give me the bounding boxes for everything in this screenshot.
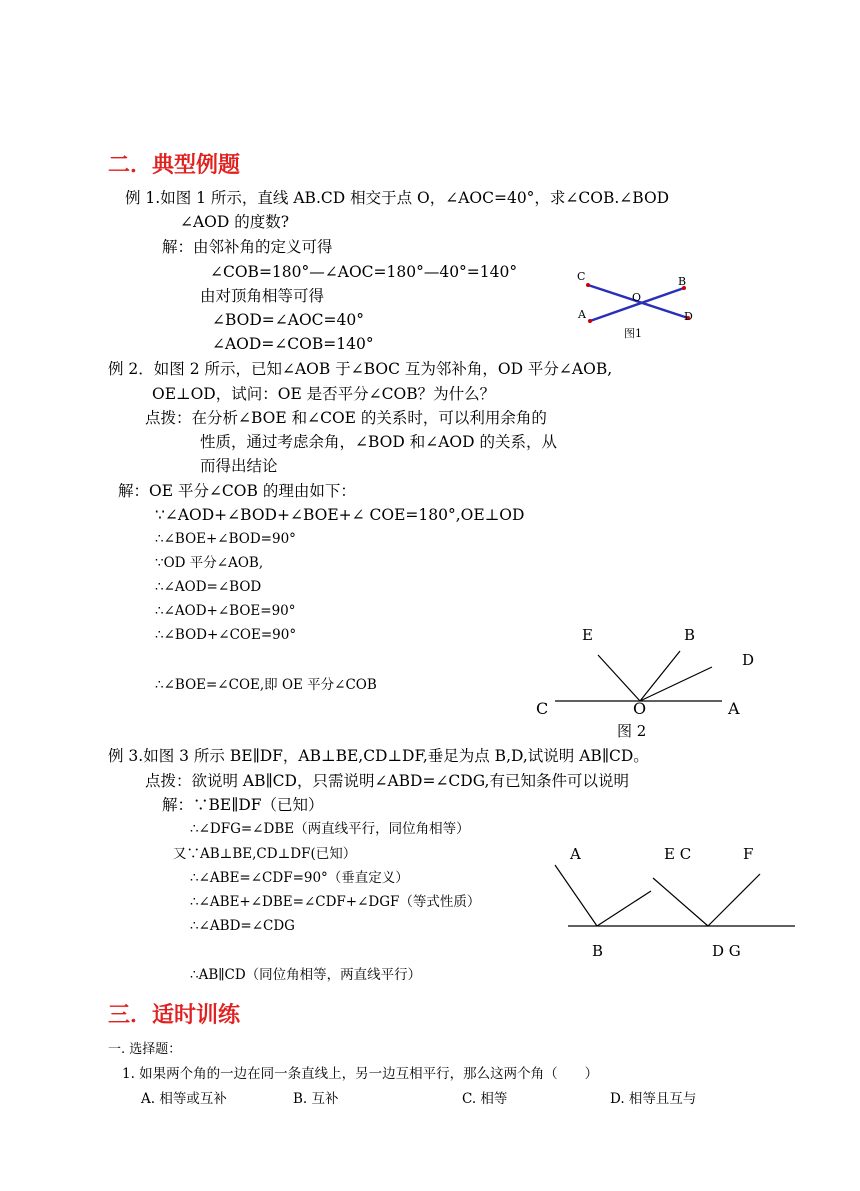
label-o: O xyxy=(633,699,647,718)
label-ec: E C xyxy=(664,845,692,863)
section-heading-3: 三．适时训练 xyxy=(108,1003,241,1028)
example2-hint-line2: 性质，通过考虑余角，∠BOD 和∠AOD 的关系，从 xyxy=(200,433,557,451)
label-e: E xyxy=(582,626,593,644)
example3-step4: ∴∠ABE=∠CDF=90°（垂直定义） xyxy=(190,870,409,886)
option-d[interactable]: D. 相等且互与 xyxy=(610,1091,697,1107)
example1-solution-line4: ∠BOD=∠AOC=40° xyxy=(212,311,364,329)
example3-step5: ∴∠ABE+∠DBE=∠CDF+∠DGF（等式性质） xyxy=(190,894,481,910)
label-c: C xyxy=(536,699,549,718)
figure-1-diagram xyxy=(570,268,720,348)
example3-hint: 点拨：欲说明 AB∥CD，只需说明∠ABD=∠CDG,有已知条件可以说明 xyxy=(145,772,629,790)
ray-ob xyxy=(640,651,680,701)
example1-question-line1: 例 1.如图 1 所示，直线 AB.CD 相交于点 O，∠AOC=40°，求∠COB.∠BOD xyxy=(125,189,670,207)
label-b: B xyxy=(678,275,687,288)
label-o: O xyxy=(632,291,642,304)
label-d: D xyxy=(742,651,755,669)
example2-solution-intro: 解：OE 平分∠COB 的理由如下： xyxy=(118,482,356,500)
section-heading-2: 二．典型例题 xyxy=(108,153,241,178)
example3-step2: ∴∠DFG=∠DBE（两直线平行，同位角相等） xyxy=(190,821,470,837)
example1-question-line2: ∠AOD 的度数? xyxy=(180,213,290,231)
option-a[interactable]: A. 相等或互补 xyxy=(141,1091,227,1107)
option-b[interactable]: B. 互补 xyxy=(293,1091,339,1107)
example3-step6: ∴∠ABD=∠CDG xyxy=(190,918,295,934)
example2-hint-line1: 点拨：在分析∠BOE 和∠COE 的关系时，可以利用余角的 xyxy=(145,409,547,427)
segment-df xyxy=(708,874,760,926)
point-c xyxy=(586,283,590,287)
label-c: C xyxy=(577,270,586,283)
example2-question-line2: OE⊥OD，试问：OE 是否平分∠COB？为什么？ xyxy=(152,385,496,403)
figure-3-diagram xyxy=(550,840,800,960)
figure-2-diagram xyxy=(530,625,755,740)
label-d: D xyxy=(684,310,693,323)
label-b: B xyxy=(684,626,696,644)
ray-oe xyxy=(598,655,640,701)
example2-hint-line3: 而得出结论 xyxy=(200,457,278,475)
label-a: A xyxy=(570,845,581,863)
example2-question-line1: 例 2．如图 2 所示，已知∠AOB 于∠BOC 互为邻补角，OD 平分∠AOB, xyxy=(108,360,613,378)
example1-solution-line1: 解：由邻补角的定义可得 xyxy=(162,238,333,256)
example2-step5: ∴∠AOD+∠BOE=90° xyxy=(155,603,296,619)
example1-solution-line2: ∠COB=180°—∠AOC=180°—40°=140° xyxy=(210,263,518,281)
example1-solution-line5: ∠AOD=∠COB=140° xyxy=(212,335,374,353)
example2-step7: ∴∠BOE=∠COE,即 OE 平分∠COB xyxy=(155,677,377,693)
example2-step4: ∴∠AOD=∠BOD xyxy=(155,579,262,595)
ray-od xyxy=(640,667,712,701)
example2-step6: ∴∠BOD+∠COE=90° xyxy=(155,627,297,643)
example3-step7: ∴AB∥CD（同位角相等，两直线平行） xyxy=(190,967,422,983)
example2-step3: ∵OD 平分∠AOB, xyxy=(155,555,264,571)
example1-solution-line3: 由对顶角相等可得 xyxy=(200,287,325,305)
question-1: 1. 如果两个角的一边在同一条直线上，另一边互相平行，那么这两个角（ ） xyxy=(122,1066,599,1082)
label-a: A xyxy=(578,308,586,321)
example2-step2: ∴∠BOE+∠BOD=90° xyxy=(155,531,296,547)
segment-be xyxy=(597,891,651,926)
example3-question: 例 3.如图 3 所示 BE∥DF，AB⊥BE,CD⊥DF,垂足为点 B,D,试说明 AB∥CD。 xyxy=(108,747,649,765)
point-a xyxy=(588,319,592,323)
example2-step1: ∵∠AOD+∠BOD+∠BOE+∠ COE=180°,OE⊥OD xyxy=(155,506,525,524)
option-c[interactable]: C. 相等 xyxy=(462,1091,508,1107)
segment-cd xyxy=(653,878,708,926)
example3-step1: 解：∵BE∥DF（已知） xyxy=(162,796,324,814)
section3-subheading: 一. 选择题： xyxy=(108,1042,182,1057)
label-a: A xyxy=(728,699,740,718)
label-f: F xyxy=(743,845,754,863)
example3-step3: 又∵AB⊥BE,CD⊥DF(已知） xyxy=(173,846,357,862)
label-b: B xyxy=(592,942,604,960)
segment-ab xyxy=(555,865,597,926)
figure-1-caption: 图1 xyxy=(624,327,642,340)
label-dg: D G xyxy=(712,942,741,960)
figure-2-caption: 图 2 xyxy=(617,722,647,740)
